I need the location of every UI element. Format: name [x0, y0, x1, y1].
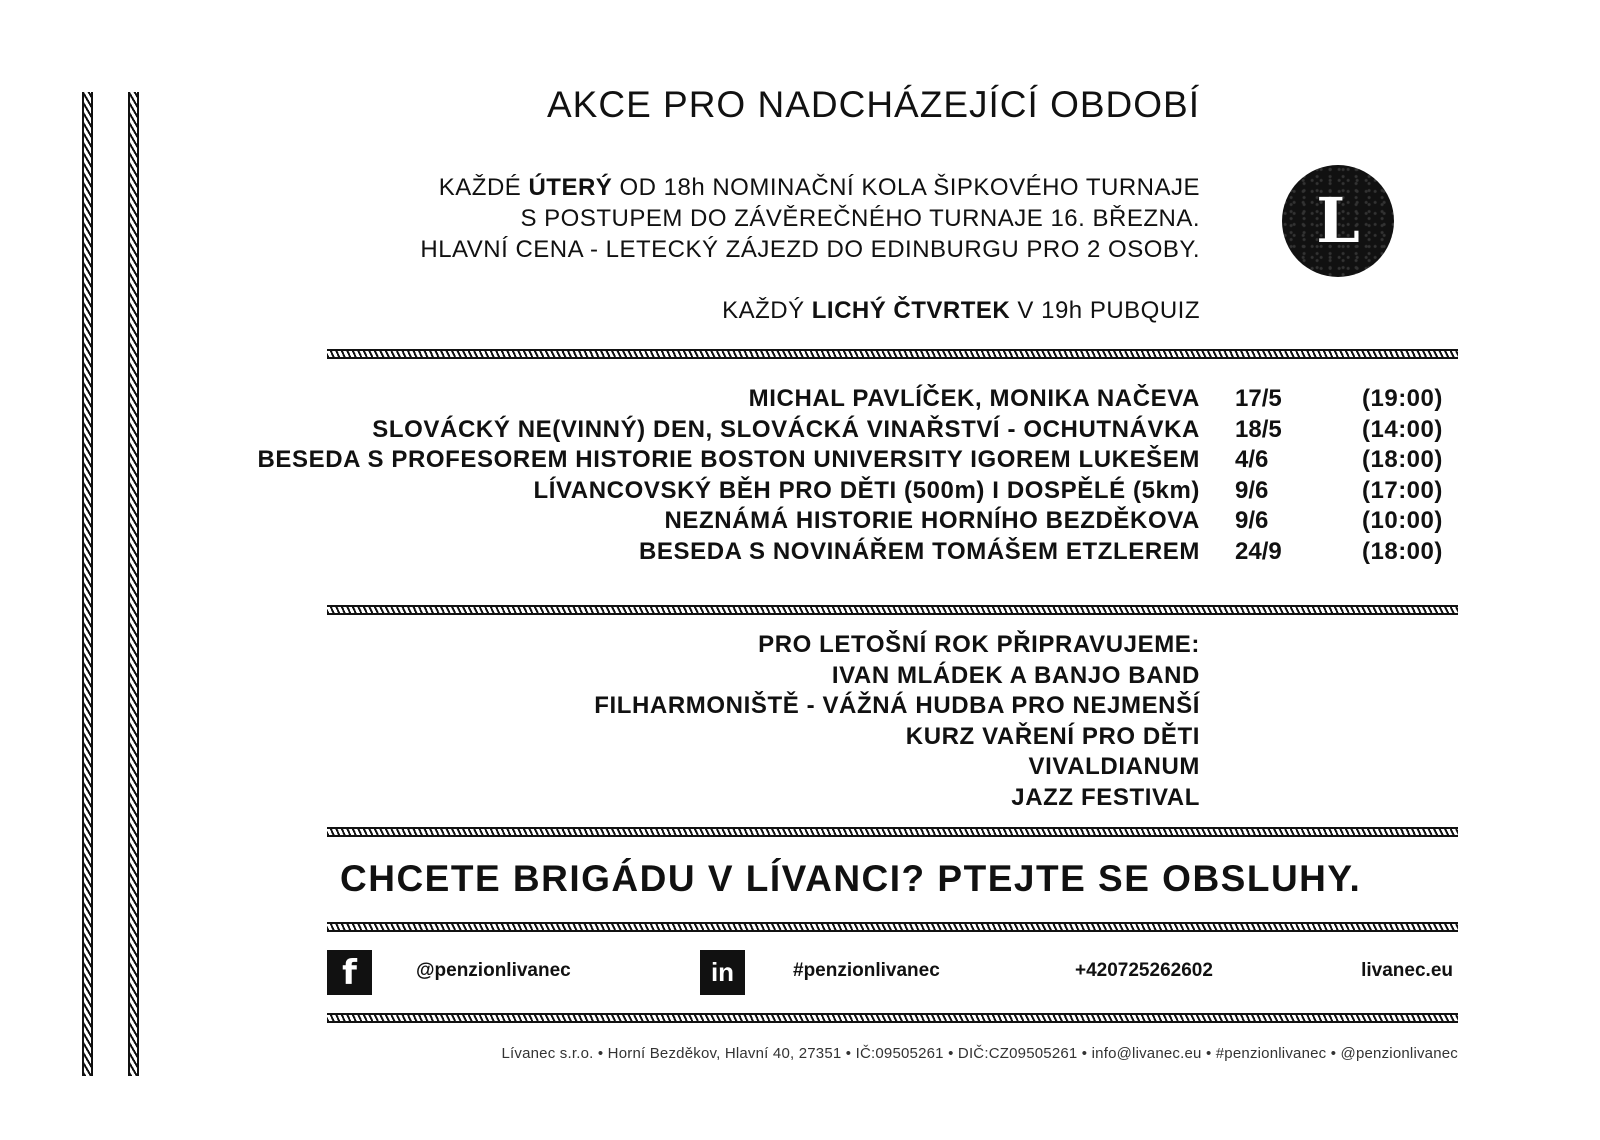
intro-block — [420, 172, 1200, 326]
divider-rope — [327, 1013, 1458, 1023]
event-time: (18:00) — [1362, 537, 1443, 565]
event-row — [0, 416, 1600, 447]
event-name: SLOVÁCKÝ NE(VINNÝ) DEN, SLOVÁCKÁ VINAŘSTVÍ - OCHUTNÁVKA — [372, 415, 1200, 443]
upcoming-heading: PRO LETOŠNÍ ROK PŘIPRAVUJEME: — [758, 631, 1200, 658]
event-time: (19:00) — [1362, 385, 1443, 412]
event-date: 9/6 — [1235, 476, 1269, 504]
divider-rope — [327, 922, 1458, 932]
intro-day-highlight: ÚTERÝ — [528, 174, 613, 201]
intro-line-3: HLAVNÍ CENA - LETECKÝ ZÁJEZD DO EDINBURGU PRO 2 OSOBY. — [420, 236, 1200, 263]
linkedin-handle[interactable]: #penzionlivanec — [793, 960, 940, 981]
quiz-text: V 19h PUBQUIZ — [1010, 297, 1200, 324]
intro-line-2: S POSTUPEM DO ZÁVĚREČNÉHO TURNAJE 16. BŘEZNA. — [520, 205, 1200, 232]
event-name: NEZNÁMÁ HISTORIE HORNÍHO BEZDĚKOVA — [664, 507, 1200, 534]
linkedin-icon[interactable]: in — [700, 950, 745, 995]
event-date: 17/5 — [1235, 385, 1282, 412]
intro-text: KAŽDÉ — [438, 174, 529, 201]
contacts-row — [0, 950, 1600, 995]
decorative-rope-right — [128, 92, 139, 1076]
phone-number[interactable]: +420725262602 — [1075, 960, 1213, 981]
upcoming-block — [594, 630, 1200, 813]
facebook-icon[interactable]: f — [327, 950, 372, 995]
upcoming-item: FILHARMONIŠTĚ - VÁŽNÁ HUDBA PRO NEJMENŠÍ — [594, 692, 1200, 719]
brand-logo — [1282, 165, 1394, 277]
event-time: (17:00) — [1362, 476, 1443, 504]
event-row — [0, 446, 1600, 477]
event-date: 24/9 — [1235, 537, 1282, 565]
event-row — [0, 385, 1600, 416]
event-time: (10:00) — [1362, 507, 1443, 534]
event-time: (14:00) — [1362, 415, 1443, 443]
job-offer-headline: CHCETE BRIGÁDU V LÍVANCI? PTEJTE SE OBSLUHY. — [340, 858, 1362, 899]
decorative-rope-left — [82, 92, 93, 1076]
divider-rope — [327, 349, 1458, 359]
event-row — [0, 507, 1600, 538]
logo-letter: L — [1316, 184, 1360, 257]
upcoming-item: VIVALDIANUM — [1028, 753, 1200, 780]
quiz-day-highlight: LICHÝ ČTVRTEK — [811, 297, 1011, 324]
intro-line-1 — [420, 172, 1200, 203]
event-date: 18/5 — [1235, 415, 1282, 443]
event-name: LÍVANCOVSKÝ BĚH PRO DĚTI (500m) I DOSPĚLÉ (5km) — [533, 476, 1200, 504]
website-link[interactable]: livanec.eu — [1361, 960, 1453, 981]
quiz-line — [420, 295, 1200, 326]
divider-rope — [327, 605, 1458, 615]
event-name: MICHAL PAVLÍČEK, MONIKA NAČEVA — [748, 385, 1200, 412]
events-list — [0, 385, 1600, 568]
divider-rope — [327, 827, 1458, 837]
event-time: (18:00) — [1362, 446, 1443, 473]
event-date: 9/6 — [1235, 507, 1269, 534]
upcoming-item: JAZZ FESTIVAL — [1011, 783, 1200, 811]
company-footer: Lívanec s.r.o. • Horní Bezděkov, Hlavní 40, 27351 • IČ:09505261 • DIČ:CZ09505261 • info@livanec.eu • #penzionlivanec • @penzionlivanec — [501, 1045, 1458, 1062]
facebook-handle[interactable]: @penzionlivanec — [416, 960, 571, 981]
event-date: 4/6 — [1235, 446, 1269, 473]
intro-text: OD 18h NOMINAČNÍ KOLA ŠIPKOVÉHO TURNAJE — [612, 174, 1200, 201]
quiz-text: KAŽDÝ — [722, 297, 812, 324]
event-name: BESEDA S PROFESOREM HISTORIE BOSTON UNIVERSITY IGOREM LUKEŠEM — [257, 446, 1200, 473]
upcoming-item: IVAN MLÁDEK A BANJO BAND — [831, 661, 1200, 689]
event-name: BESEDA S NOVINÁŘEM TOMÁŠEM ETZLEREM — [638, 537, 1200, 565]
event-row — [0, 477, 1600, 508]
upcoming-item: KURZ VAŘENÍ PRO DĚTI — [905, 722, 1200, 750]
page-title: AKCE PRO NADCHÁZEJÍCÍ OBDOBÍ — [547, 84, 1200, 125]
event-row — [0, 538, 1600, 569]
